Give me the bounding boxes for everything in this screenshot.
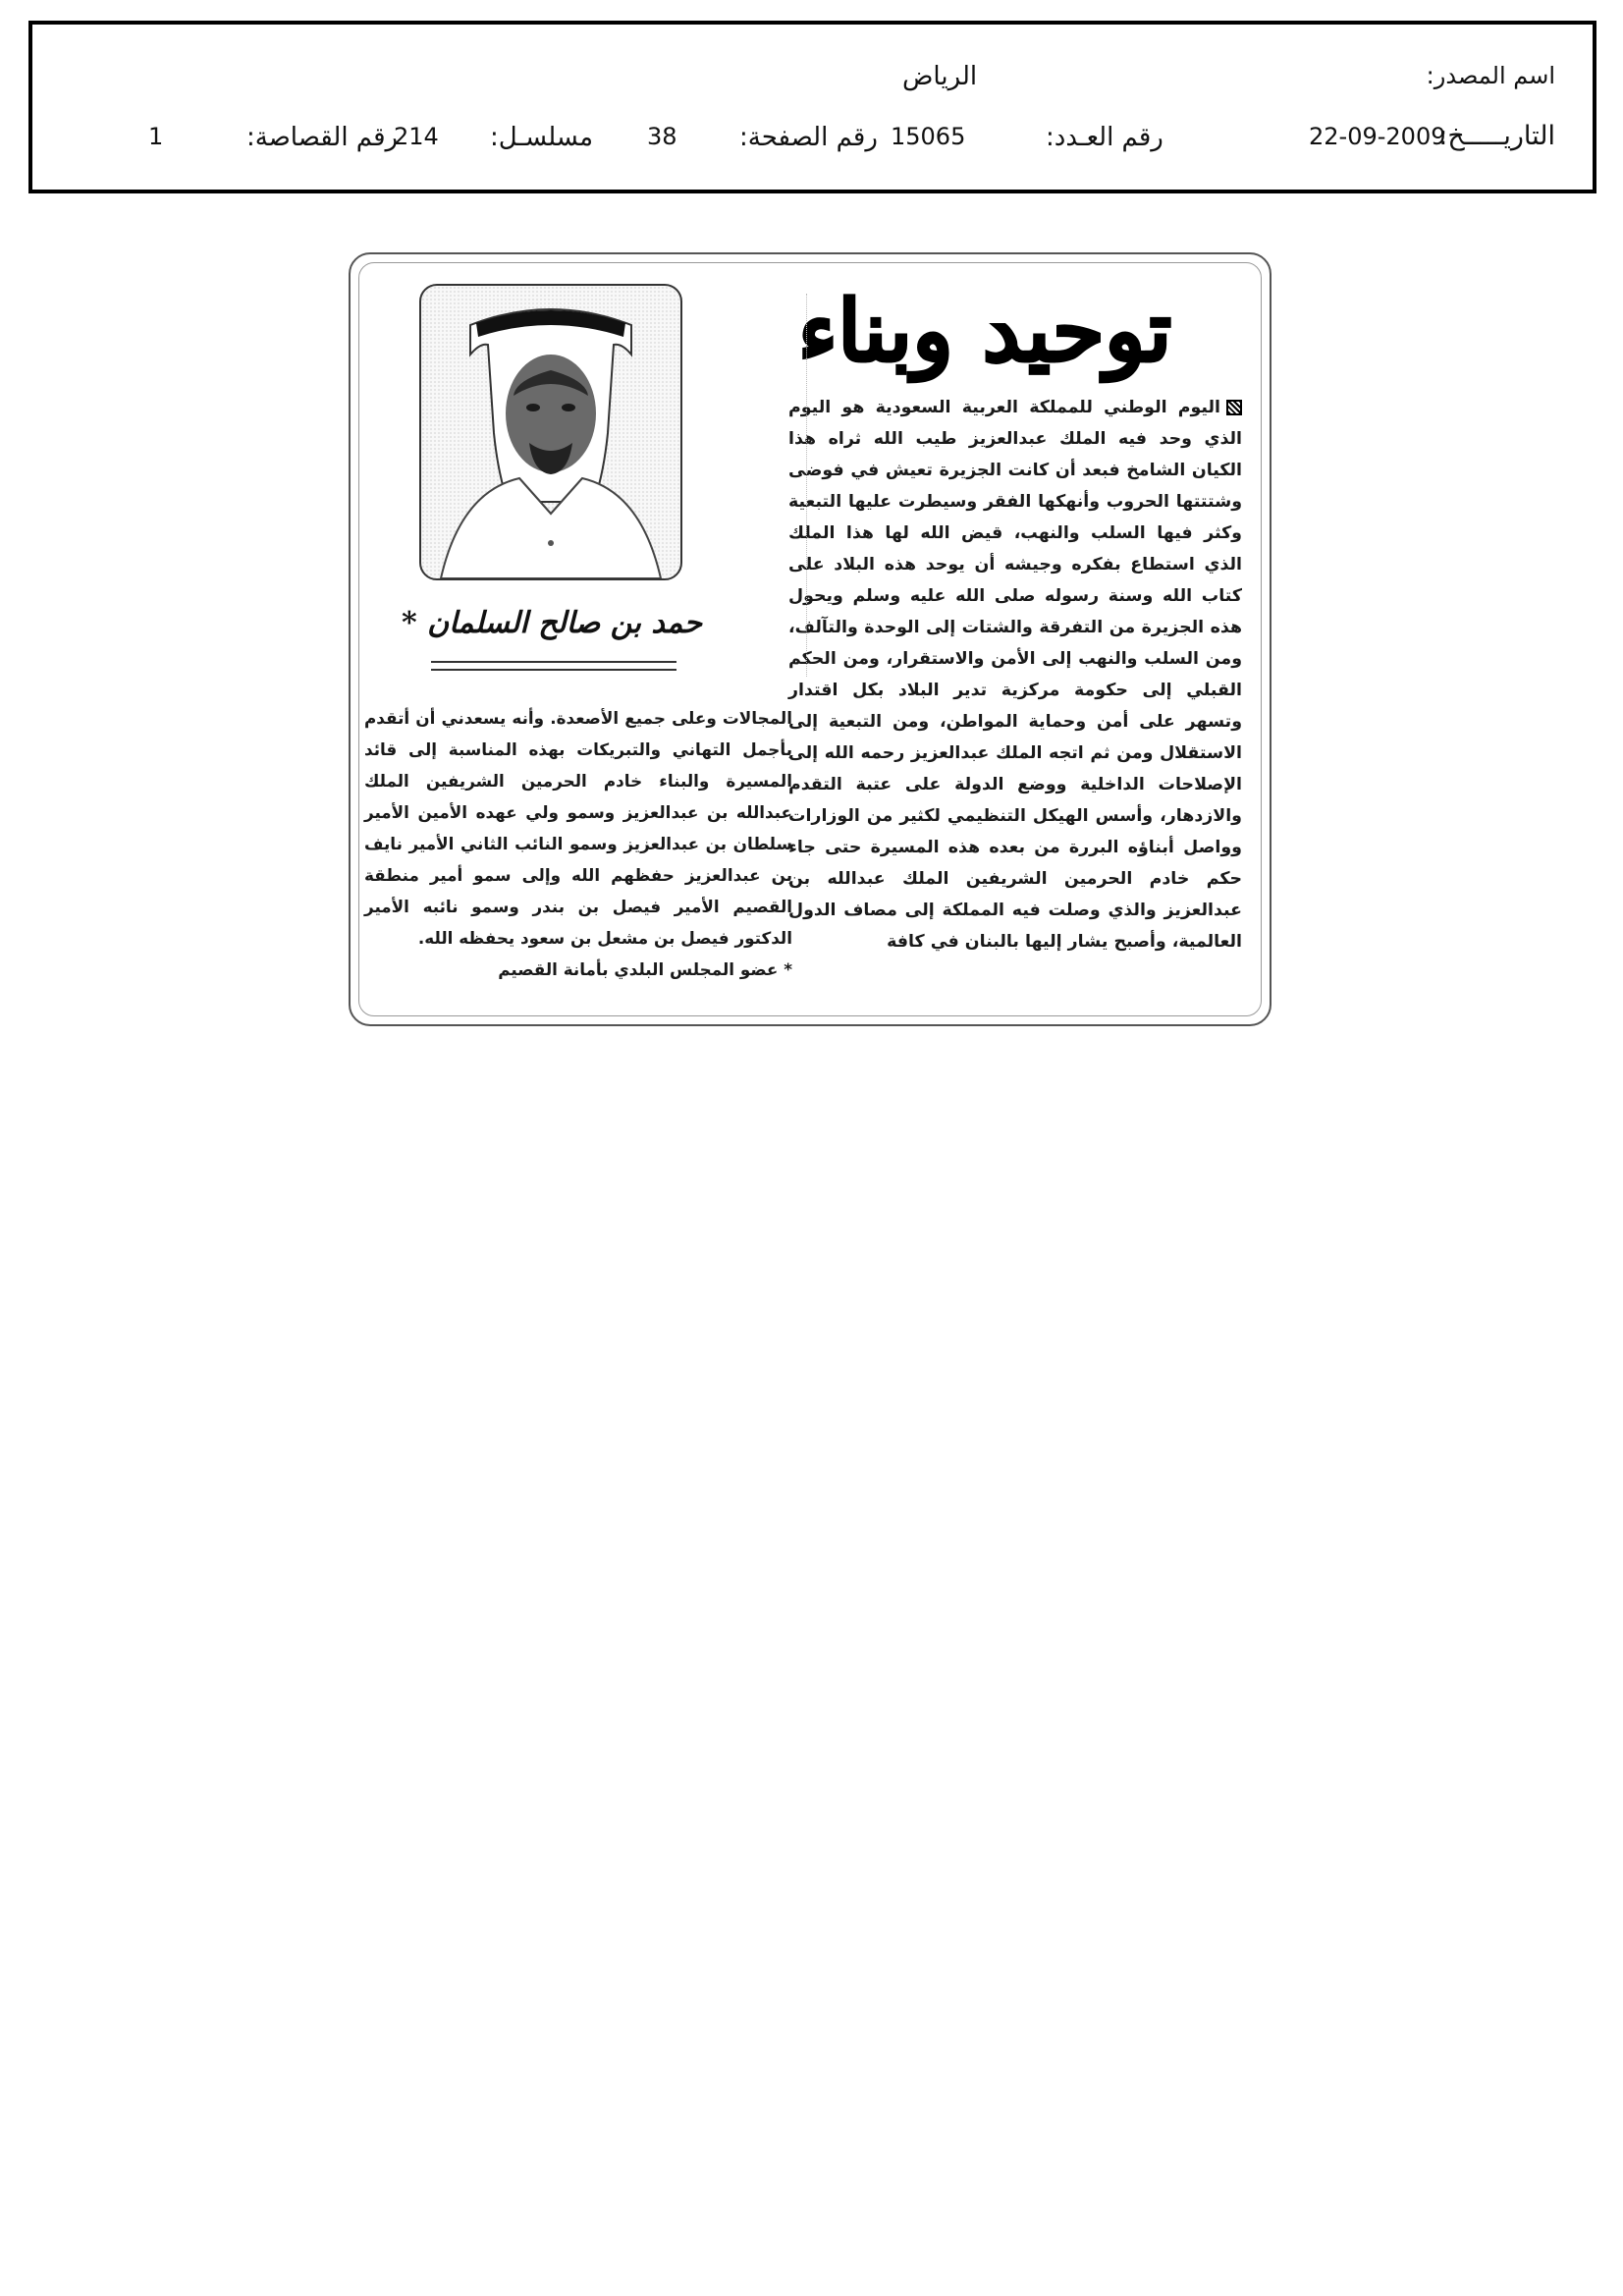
date-value: 22-09-2009	[1309, 123, 1446, 150]
metadata-box	[28, 21, 1596, 193]
date-label: التاريـــــخ:	[1438, 121, 1555, 151]
source-label: اسم المصدر:	[1426, 62, 1555, 89]
clip-label: رقم القصاصة:	[246, 123, 399, 152]
newspaper-clipping	[349, 252, 1271, 1026]
serial-value: 214	[394, 123, 439, 150]
author-footnote: * عضو المجلس البلدي بأمانة القصيم	[498, 959, 792, 979]
clip-value: 1	[148, 123, 164, 150]
issue-label: رقم العـدد:	[1046, 123, 1163, 152]
square-bullet-icon	[1226, 400, 1242, 415]
page-value: 38	[647, 123, 677, 150]
source-value: الرياض	[902, 62, 978, 91]
portrait-icon	[421, 286, 680, 578]
column-right-text: اليوم الوطني للمملكة العربية السعودية هو اليوم الذي وحد فيه الملك عبدالعزيز طيب الله ثراه هذا الكيان الشامخ فبعد أن كانت الجزيرة تعيش في فوضى وشتتتها الحروب وأنهكها الفقر وسيطرت عليها التبعية وكثر فيها السلب والنهب، قيض الله لها هذا الملك الذي استطاع بفكره وجيشه أن يوحد هذه البلاد على كتاب الله وسنة رسوله صلى الله عليه وسلم ويحول هذه الجزيرة من التفرقة والشتات إلى الوحدة والتآلف، ومن السلب والنهب إلى الأمن والاستقرار، ومن الحكم القبلي إلى حكومة مركزية تدير البلاد بكل اقتدار وتسهر على أمن وحماية المواطن، ومن التبعية إلى الاستقلال ومن ثم اتجه الملك عبدالعزيز رحمه الله إلى الإصلاحات الداخلية ووضع الدولة على عتبة التقدم والازدهار، وأسس الهيكل التنظيمي لكثير من الوزارات وواصل أبناؤه البررة من بعده هذه المسيرة حتى جاء حكم خادم الحرمين الشريفين الملك عبدالله بن عبدالعزيز والذي وصلت فيه المملكة إلى مصاف الدول العالمية، وأصبح يشار إليها بالبنان في كافة	[788, 398, 1242, 952]
serial-label: مسلسـل:	[490, 123, 593, 152]
issue-value: 15065	[891, 123, 966, 150]
article-headline: توحيد وبناء	[797, 282, 1172, 381]
author-portrait	[419, 284, 682, 580]
column-divider	[806, 294, 807, 677]
author-underline	[431, 661, 676, 671]
page-label: رقم الصفحة:	[739, 123, 878, 152]
author-name: حمد بن صالح السلمان *	[401, 606, 703, 640]
article-column-left	[364, 702, 792, 985]
article-column-right	[788, 392, 1242, 957]
column-left-text: المجالات وعلى جميع الأصعدة. وأنه يسعدني أن أتقدم بأجمل التهاني والتبريكات بهذه المناسبة إلى قائد المسيرة والبناء خادم الحرمين الشريفين الملك عبدالله بن عبدالعزيز وسمو ولي عهده الأمين الأمير سلطان بن عبدالعزيز وسمو النائب الثاني الأمير نايف بن عبدالعزيز حفظهم الله وإلى سمو أمير منطقة القصيم الأمير فيصل بن بندر وسمو نائبه الأمير الدكتور فيصل بن مشعل بن سعود يحفظه الله.	[364, 708, 792, 948]
